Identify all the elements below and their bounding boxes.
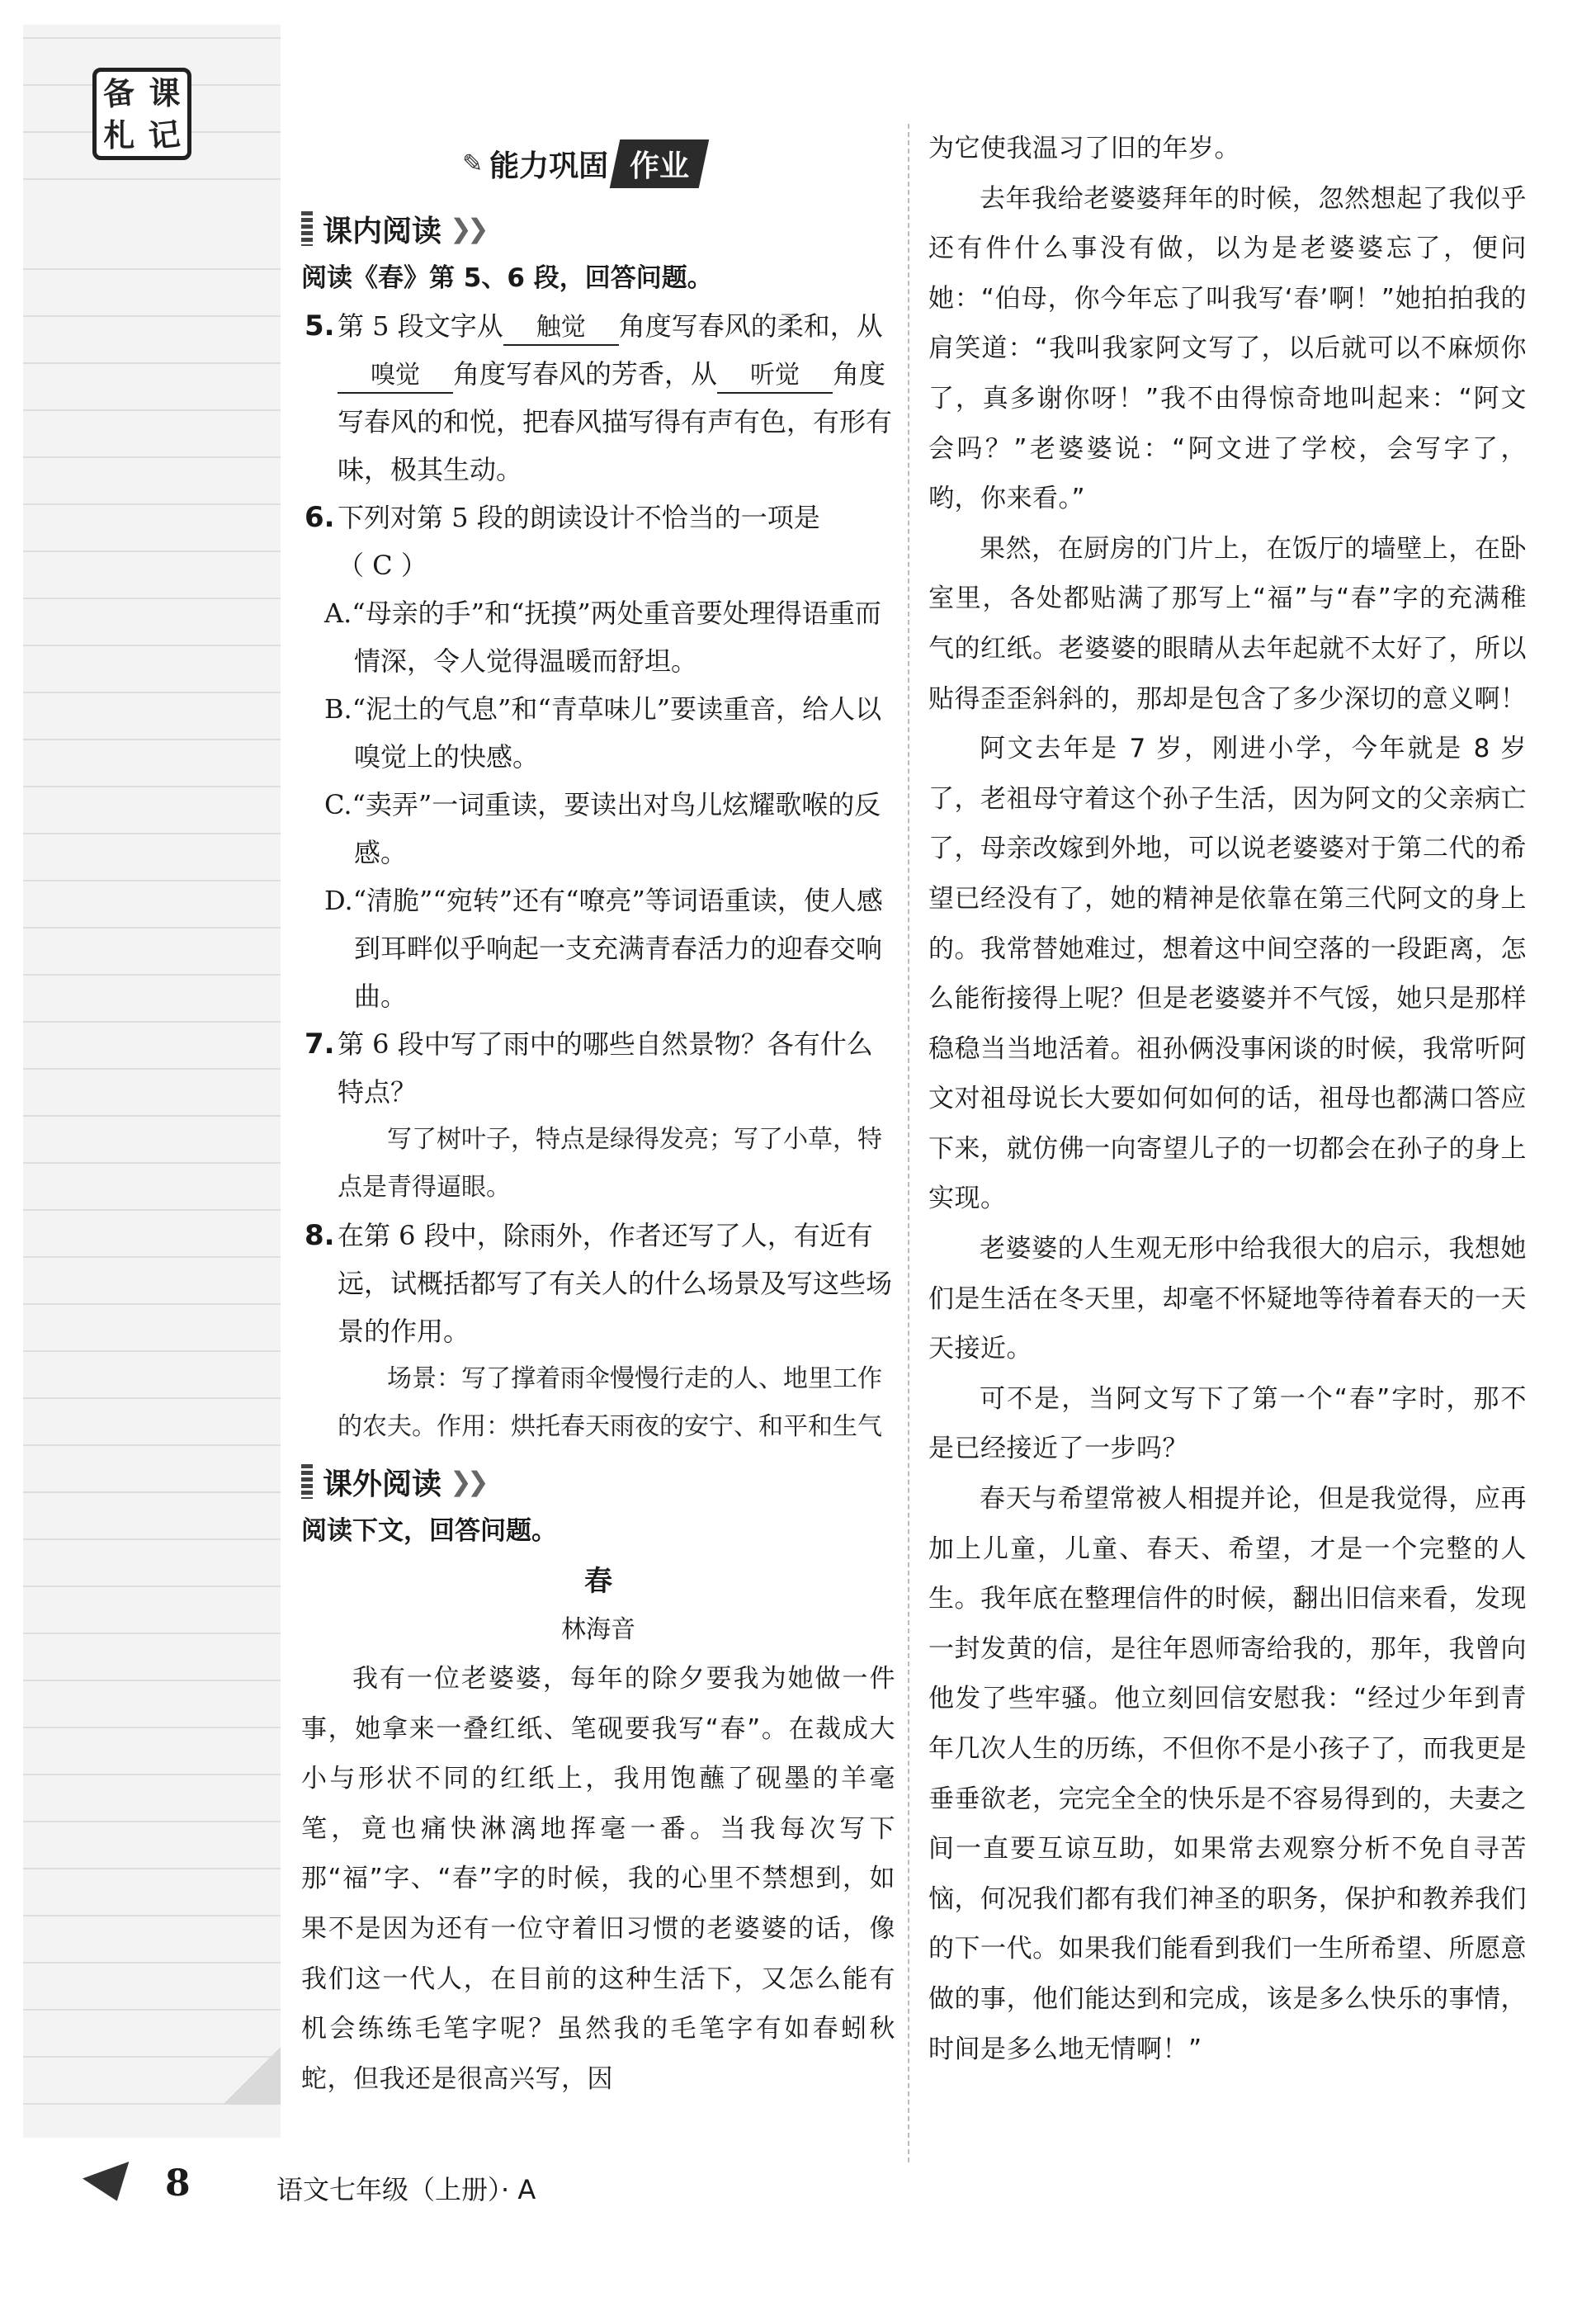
article-author: 林海音: [561, 1615, 635, 1644]
instruction: 阅读下文，回答问题。: [301, 1516, 557, 1546]
answer-blank[interactable]: 触觉: [503, 311, 619, 346]
choice-answer: （ C ）: [338, 550, 427, 581]
banner-title: 能力巩固: [489, 149, 609, 183]
logo-char: 备: [102, 73, 137, 113]
book-title: 语文七年级（上册）· A: [276, 2174, 536, 2205]
article-paragraph: 可不是，当阿文写下了第一个“春”字时，那不是已经接近了一步吗？: [928, 1383, 1527, 1464]
question-number: 5.: [305, 310, 335, 343]
answer-text: 写了树叶子，特点是绿得发亮；写了小草，特点是青得逼眼。: [338, 1125, 882, 1202]
question-5: 5. 第 5 段文字从 触觉 角度写春风的柔和，从嗅觉 角度写春风的芳香，从 听觉 角度写春风的和悦，把春风描写得有声有色，有形有味，极其生动。: [301, 302, 895, 494]
article-paragraph: 为它使我温习了旧的年岁。: [928, 134, 1240, 163]
notes-logo: [92, 68, 191, 160]
question-number: 6.: [305, 501, 335, 534]
option-a: A.“母亲的手”和“抚摸”两处重音要处理得语重而情深，令人觉得温暖而舒坦。: [324, 598, 881, 677]
article-title: 春: [584, 1565, 612, 1598]
section-title: 课内阅读: [323, 214, 442, 248]
section-banner: [462, 139, 704, 188]
answer-blank[interactable]: 听觉: [717, 359, 833, 394]
question-7: [301, 1020, 895, 1116]
article-paragraph: 春天与希望常被人相提并论，但是我觉得，应再加上儿童，儿童、春天、希望，才是一个完整的人生。我年底在整理信件的时候，翻出旧信来看，发现一封发黄的信，是往年恩师寄给我的，那年，我曾向他发了些牢骚。他立刻回信安慰我：“经过少年到青年几次人生的历练，不但你不是小孩子了，而我更是垂垂欲老，完完全全的快乐是不容易得到的，夫妻之间一直要互谅互助，如果常去观察分析不免自寻苦恼，何况我们都有我们神圣的职务，保护和教养我们的下一代。如果我们能看到我们一生所希望、所愿意做的事，他们能达到和完成，该是多么快乐的事情，时间是多么地无情啊！”: [928, 1484, 1527, 2064]
answer-blank[interactable]: 嗅觉: [338, 359, 453, 394]
article-paragraph: 老婆婆的人生观无形中给我很大的启示，我想她们是生活在冬天里，却毫不怀疑地等待着春天的一天天接近。: [928, 1234, 1527, 1364]
question-number: 7.: [305, 1028, 335, 1061]
column-divider: [908, 124, 909, 2162]
option-c: C.“卖弄”一词重读，要读出对鸟儿炫耀歌喉的反感。: [324, 789, 881, 868]
banner-tag: 作业: [610, 139, 710, 188]
question-8: [301, 1212, 895, 1355]
section-heading-extracurricular: [301, 1458, 895, 1505]
right-column: [928, 124, 1527, 2074]
instruction: 阅读《春》第 5、6 段，回答问题。: [301, 263, 713, 293]
heading-bar-icon: [301, 1464, 313, 1499]
heading-bar-icon: [301, 211, 313, 246]
double-chevron-icon: ❯❯: [450, 1466, 484, 1497]
left-column: [301, 198, 895, 2104]
question-text: 第 6 段中写了雨中的哪些自然景物？各有什么特点？: [338, 1028, 873, 1108]
page-number: 8: [165, 2162, 191, 2205]
article-paragraph: 阿文去年是 7 岁，刚进小学，今年就是 8 岁了，老祖母守着这个孙子生活，因为阿文的父亲病亡了，母亲改嫁到外地，可以说老婆婆对于第二代的希望已经没有了，她的精神是依靠在第三代阿文的身上的。我常替她难过，想着这中间空落的一段距离，怎么能衔接得上呢？但是老婆婆并不气馁，她只是那样稳稳当当地活着。祖孙俩没事闲谈的时候，我常听阿文对祖母说长大要如何如何的话，祖母也都满口答应下来，就仿佛一向寄望儿子的一切都会在孙子的身上实现。: [928, 734, 1527, 1214]
logo-char: 课: [149, 74, 181, 111]
note-strip: [23, 25, 281, 2138]
logo-char: 记: [147, 115, 182, 155]
question-text: 在第 6 段中，除雨外，作者还写了人，有近有远，试概括都写了有关人的什么场景及写这些场景的作用。: [338, 1220, 893, 1347]
section-title: 课外阅读: [323, 1467, 442, 1501]
question-number: 8.: [305, 1219, 335, 1252]
question-text: 下列对第 5 段的朗读设计不恰当的一项是: [338, 502, 820, 533]
question-6: [301, 494, 895, 589]
logo-char: 札: [103, 116, 135, 154]
article-paragraph: 我有一位老婆婆，每年的除夕要我为她做一件事，她拿来一叠红纸、笔砚要我写“春”。在裁成大小与形状不同的红纸上，我用饱蘸了砚墨的羊毫笔，竟也痛快淋漓地挥毫一番。当我每次写下那“福”字、“春”字的时候，我的心里不禁想到，如果不是因为还有一位守着旧习惯的老婆婆的话，像我们这一代人，在目前的这种生活下，又怎么能有机会练练毛笔字呢？虽然我的毛笔字有如春蚓秋蛇，但我还是很高兴写，因: [301, 1664, 895, 2094]
double-chevron-icon: ❯❯: [450, 213, 484, 244]
pen-icon: ✎: [462, 149, 484, 178]
article-paragraph: 去年我给老婆婆拜年的时候，忽然想起了我似乎还有件什么事没有做，以为是老婆婆忘了，便问她：“伯母，你今年忘了叫我写‘春’啊！”她拍拍我的肩笑道：“我叫我家阿文写了，以后就可以不麻烦你了，真多谢你呀！”我不由得惊奇地叫起来：“阿文会吗？”老婆婆说：“阿文进了学校，会写字了，哟，你来看。”: [928, 183, 1527, 514]
option-d: D.“清脆”“宛转”还有“嘹亮”等词语重读，使人感到耳畔似乎响起一支充满青春活力的迎春交响曲。: [324, 885, 883, 1012]
note-page-curl: [223, 2047, 281, 2105]
footer-arrow-icon: [83, 2162, 140, 2209]
answer-text: 场景：写了撑着雨伞慢慢行走的人、地里工作的农夫。作用：烘托春天雨夜的安宁、和平和生气: [338, 1364, 882, 1441]
article-paragraph: 果然，在厨房的门片上，在饭厅的墙壁上，在卧室里，各处都贴满了那写上“福”与“春”字的充满稚气的红纸。老婆婆的眼睛从去年起就不太好了，所以贴得歪歪斜斜的，那却是包含了多少深切的意义啊！: [928, 533, 1527, 714]
section-heading-inclass: [301, 205, 895, 253]
option-b: B.“泥土的气息”和“青草味儿”要读重音，给人以嗅觉上的快感。: [324, 693, 882, 773]
